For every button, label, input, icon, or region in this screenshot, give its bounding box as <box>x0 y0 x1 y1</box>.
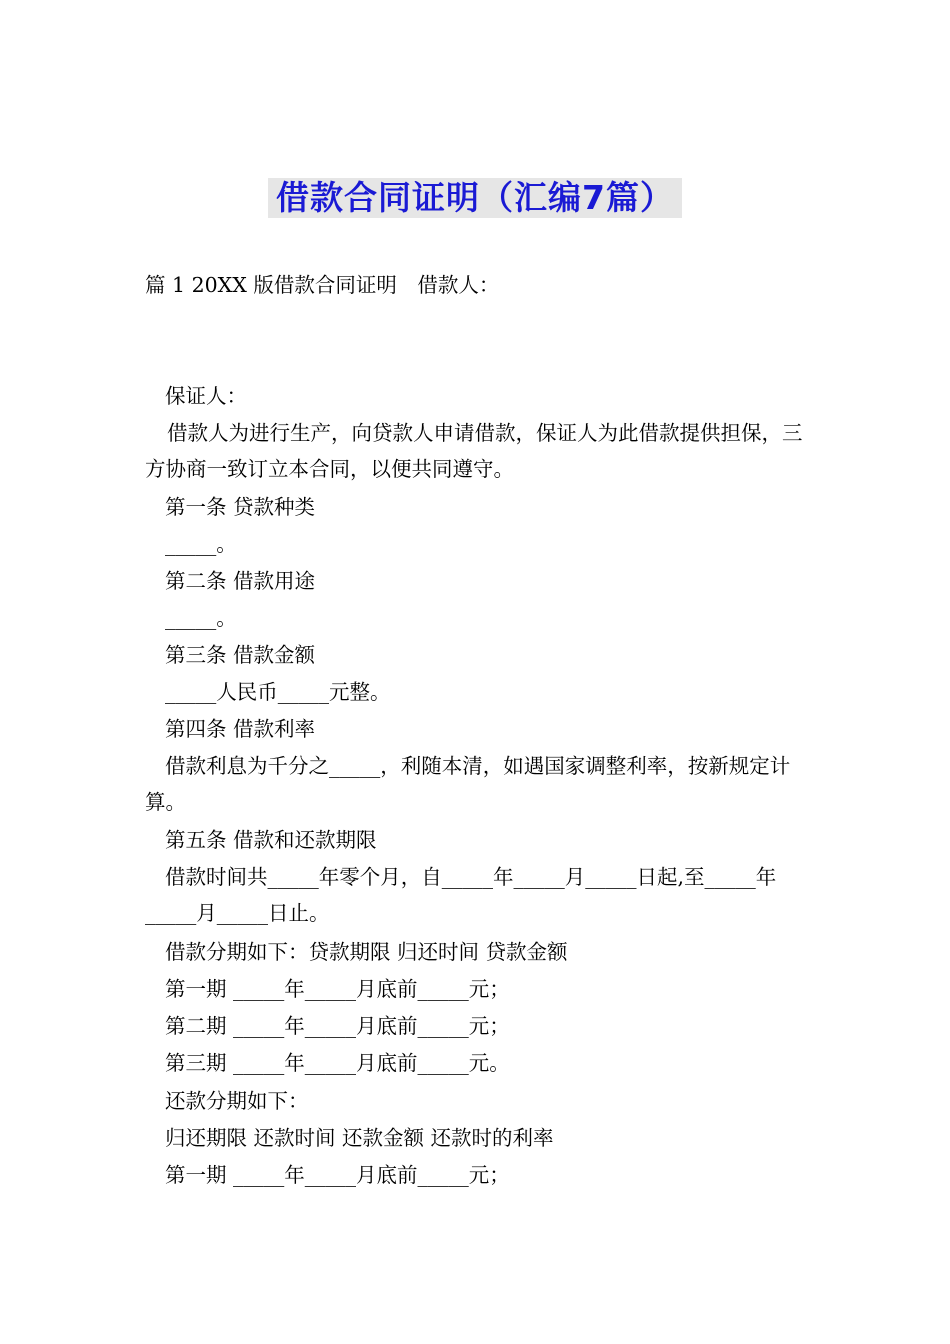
article-3-heading: 第三条 借款金额 <box>165 643 316 667</box>
article-5-heading: 第五条 借款和还款期限 <box>165 828 377 852</box>
paragraph-intro: 篇 1 20XX 版借款合同证明 借款人： <box>145 273 500 297</box>
article-4-rate: 借款利息为千分之_____，利随本清，如遇国家调整利率，按新规定计算。 <box>145 754 791 814</box>
article-5-period: 借款时间共_____年零个月，自_____年_____月_____日起,至_____年_____月_____日止。 <box>145 865 777 925</box>
article-1-heading: 第一条 贷款种类 <box>165 495 316 519</box>
loan-installments-heading: 借款分期如下：贷款期限 归还时间 贷款金额 <box>165 940 568 964</box>
document-title: 借款合同证明（汇编7篇） <box>268 178 682 218</box>
loan-installment-1: 第一期 _____年_____月底前_____元； <box>165 977 510 1001</box>
paragraph-preamble: 借款人为进行生产，向贷款人申请借款，保证人为此借款提供担保，三方协商一致订立本合同，以便共同遵守。 <box>145 421 803 481</box>
article-1-blank: _____。 <box>165 532 237 556</box>
article-4-heading: 第四条 借款利率 <box>165 717 316 741</box>
article-2-blank: _____。 <box>165 606 237 630</box>
paragraph-guarantor: 保证人： <box>165 384 247 408</box>
title-container <box>0 178 950 218</box>
article-2-heading: 第二条 借款用途 <box>165 569 316 593</box>
article-3-amount: _____人民币_____元整。 <box>165 680 391 704</box>
loan-installment-2: 第二期 _____年_____月底前_____元； <box>165 1014 510 1038</box>
loan-installment-3: 第三期 _____年_____月底前_____元。 <box>165 1051 510 1075</box>
repayment-installments-heading: 还款分期如下： <box>165 1089 309 1113</box>
repayment-installment-1: 第一期 _____年_____月底前_____元； <box>165 1163 510 1187</box>
repayment-columns: 归还期限 还款时间 还款金额 还款时的利率 <box>165 1126 554 1150</box>
